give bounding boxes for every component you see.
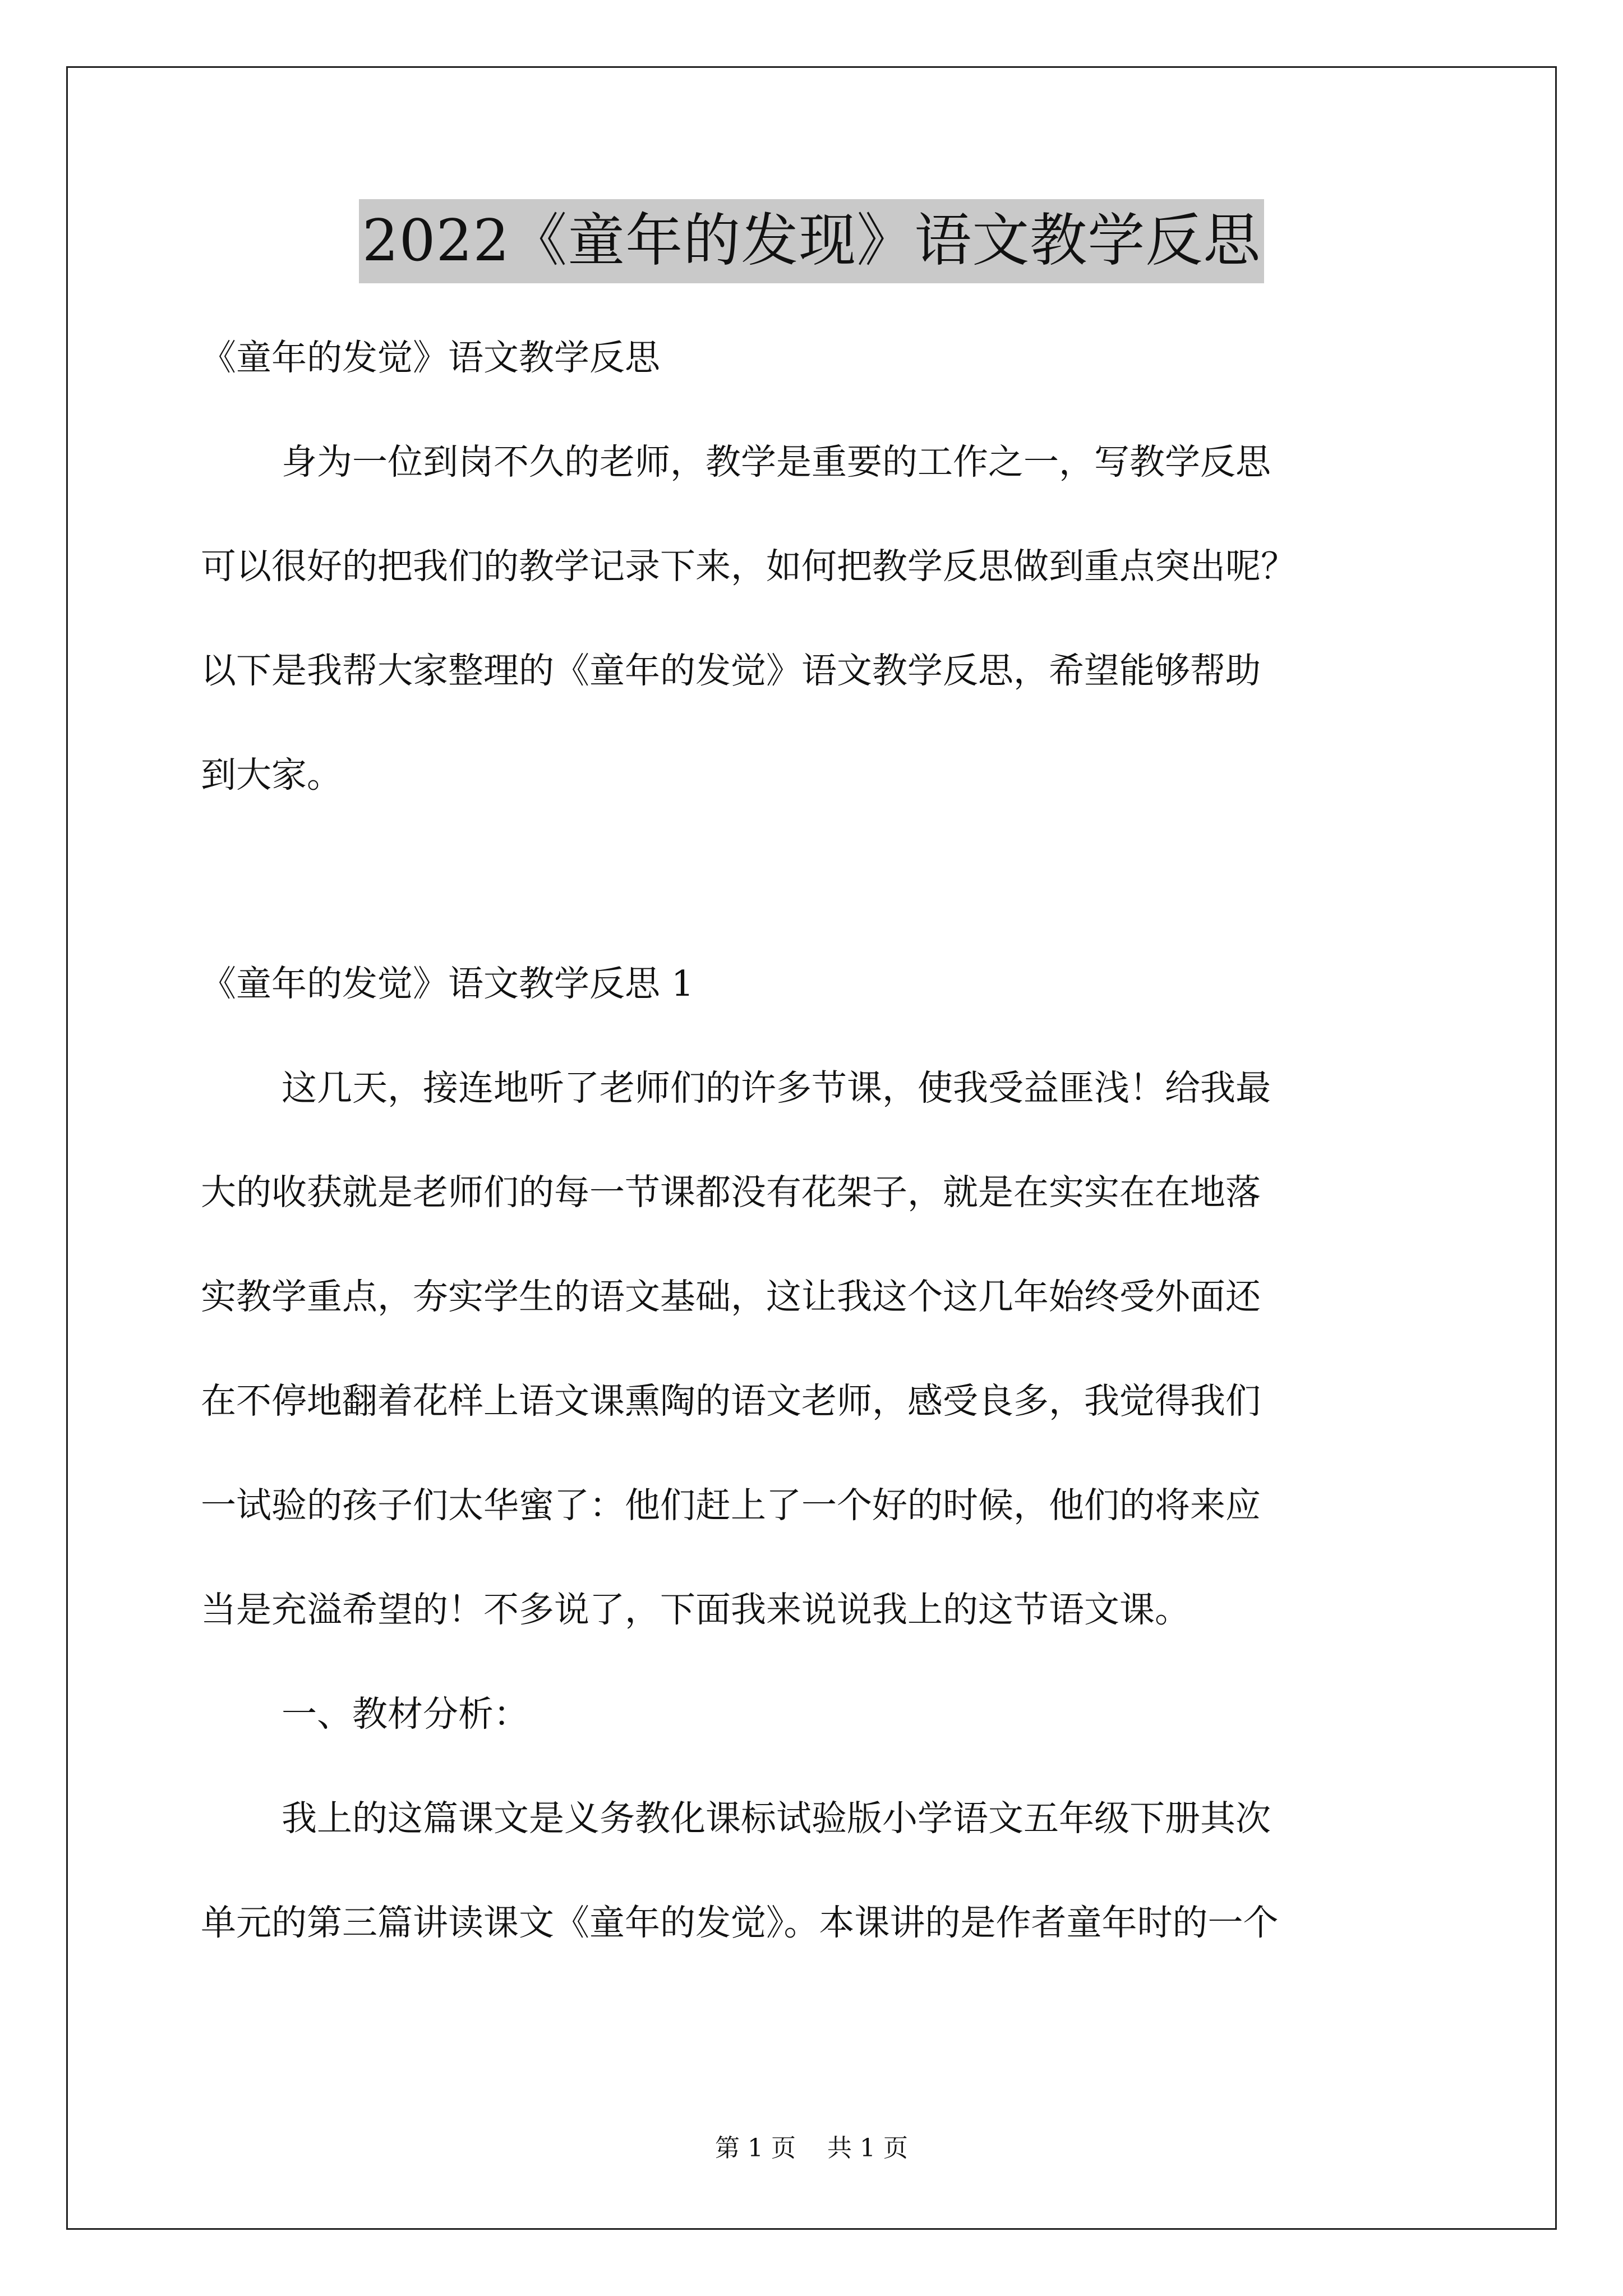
document-body	[201, 306, 1429, 1975]
document-subtitle: 《童年的发觉》语文教学反思	[201, 337, 660, 378]
intro-line: 可以很好的把我们的教学记录下来，如何把教学反思做到重点突出呢？	[201, 546, 1296, 587]
page-footer	[0, 2132, 1623, 2165]
section-line: 一试验的孩子们太华蜜了：他们赶上了一个好的时候，他们的将来应	[201, 1485, 1261, 1526]
analysis-line: 我上的这篇课文是义务教化课标试验版小学语文五年级下册其次	[282, 1798, 1271, 1839]
title-container	[0, 199, 1623, 283]
analysis-line: 单元的第三篇讲读课文《童年的发觉》。本课讲的是作者童年时的一个	[201, 1902, 1279, 1943]
document-title: 2022《童年的发现》语文教学反思	[359, 199, 1265, 283]
section-heading: 《童年的发觉》语文教学反思 1	[201, 963, 694, 1004]
page-number-total: 共 1 页	[827, 2134, 908, 2162]
section-line: 当是充溢希望的！不多说了，下面我来说说我上的这节语文课。	[201, 1589, 1190, 1630]
section-line: 这几天，接连地听了老师们的许多节课，使我受益匪浅！给我最	[282, 1068, 1271, 1108]
intro-line: 以下是我帮大家整理的《童年的发觉》语文教学反思，希望能够帮助	[201, 650, 1261, 691]
paragraph-gap	[201, 827, 1429, 932]
subsection-heading: 一、教材分析：	[282, 1694, 529, 1734]
page-number-current: 第 1 页	[715, 2134, 796, 2162]
section-line: 实教学重点，夯实学生的语文基础，这让我这个这几年始终受外面还	[201, 1276, 1261, 1317]
intro-line: 身为一位到岗不久的老师，教学是重要的工作之一，写教学反思	[282, 441, 1271, 482]
section-line: 在不停地翻着花样上语文课熏陶的语文老师，感受良多，我觉得我们	[201, 1381, 1261, 1421]
intro-line: 到大家。	[201, 754, 342, 795]
section-line: 大的收获就是老师们的每一节课都没有花架子，就是在实实在在地落	[201, 1172, 1261, 1213]
